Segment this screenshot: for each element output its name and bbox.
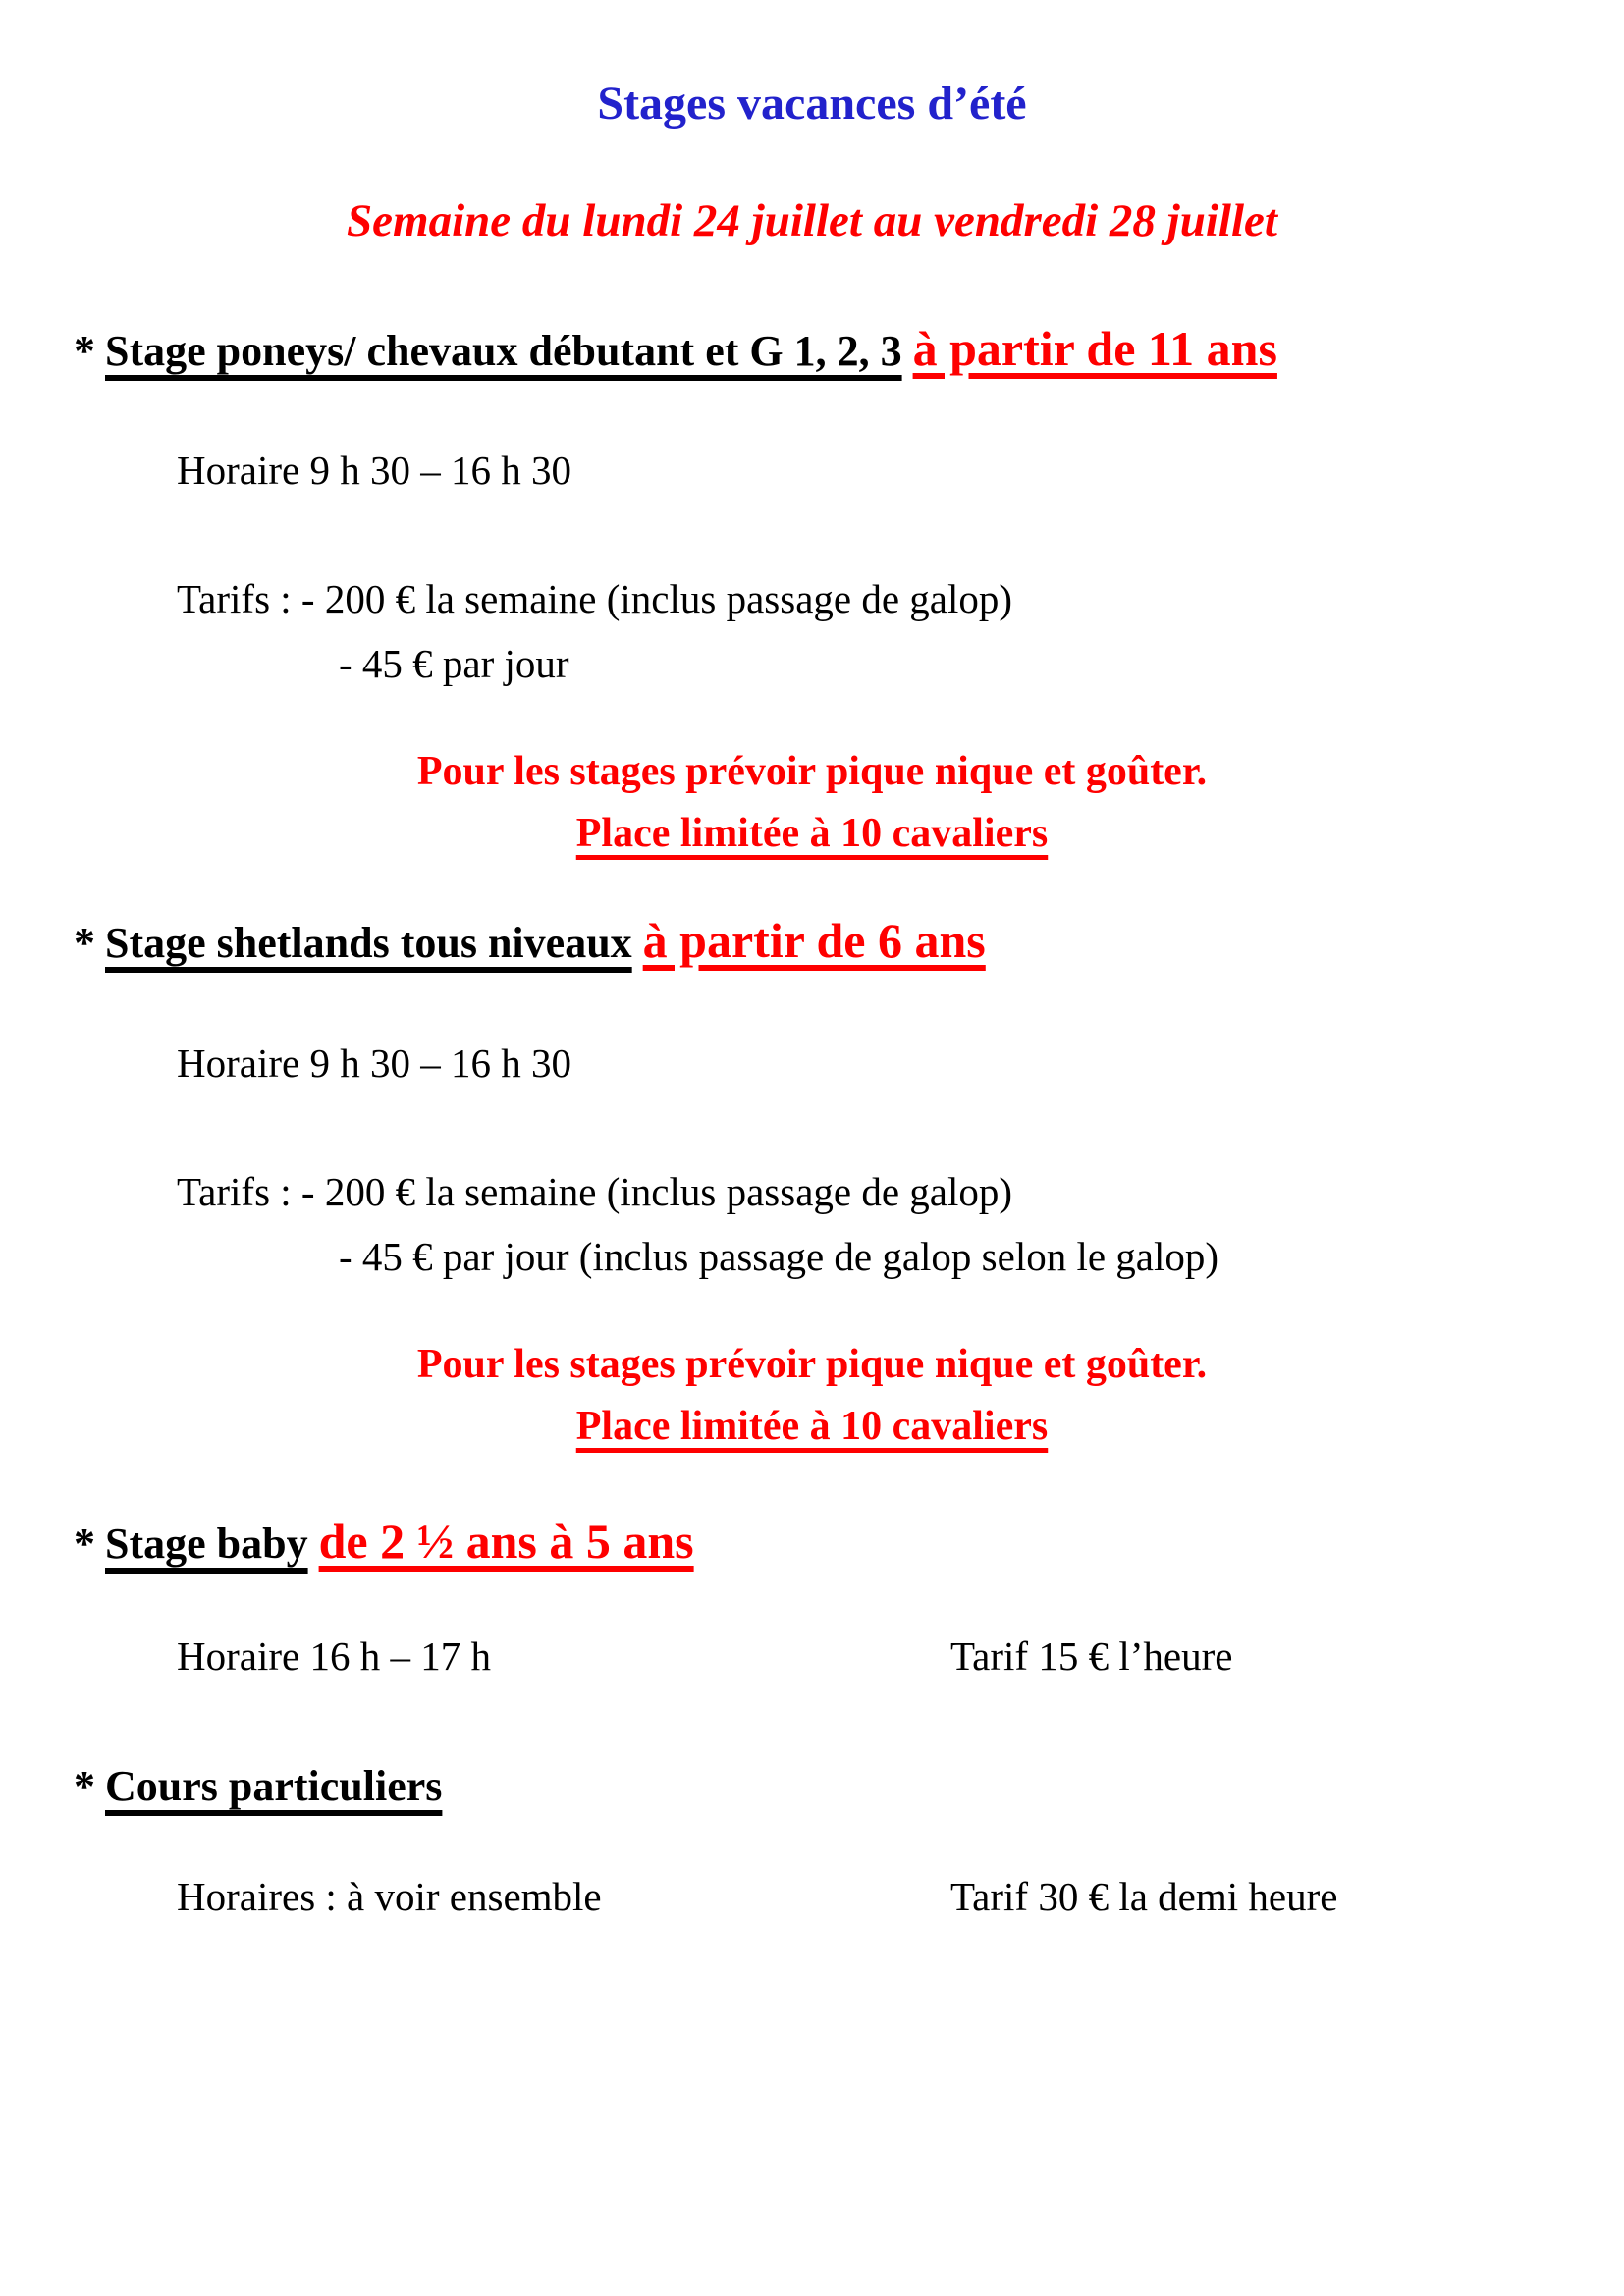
section-title-red: à partir de 11 ans xyxy=(912,320,1277,376)
section-heading xyxy=(74,1759,1624,1813)
section-title-red: de 2 ½ ans à 5 ans xyxy=(318,1514,694,1570)
section-title-red: à partir de 6 ans xyxy=(642,913,986,969)
section-stage-baby xyxy=(0,1511,1624,1681)
horaire-line: Horaire 9 h 30 – 16 h 30 xyxy=(177,448,571,494)
bullet-asterisk: * xyxy=(74,1520,95,1569)
horaire-line: Horaires : à voir ensemble xyxy=(177,1873,602,1919)
section-heading xyxy=(74,910,1624,972)
notice-line-underlined: Place limitée à 10 cavaliers xyxy=(575,1404,1049,1450)
section-stage-poneys xyxy=(0,318,1624,866)
section-heading xyxy=(74,1511,1624,1573)
horaire-line: Horaire 16 h – 17 h xyxy=(177,1632,491,1679)
notice-line: Pour les stages prévoir pique nique et goûter. xyxy=(416,749,1208,795)
tarif-line: Tarif 15 € l’heure xyxy=(950,1632,1233,1679)
section-title-black: Stage poneys/ chevaux débutant et G 1, 2, 3 xyxy=(105,326,902,375)
notice-block xyxy=(0,741,1624,865)
section-stage-shetlands xyxy=(0,910,1624,1458)
notice-block xyxy=(0,1334,1624,1458)
section-heading xyxy=(74,318,1624,380)
tarif-line: Tarifs : - 200 € la semaine (inclus passage de galop) xyxy=(177,576,1013,622)
bullet-asterisk: * xyxy=(74,919,95,968)
document-title: Stages vacances d’été xyxy=(597,78,1027,130)
tarif-line: Tarif 30 € la demi heure xyxy=(950,1873,1338,1919)
horaire-tarif-row xyxy=(177,1874,1624,1921)
tarifs-block xyxy=(0,1159,1624,1289)
section-title-black: Stage shetlands tous niveaux xyxy=(105,919,632,968)
tarif-line: - 45 € par jour (inclus passage de galop selon le galop) xyxy=(339,1234,1219,1280)
tarif-line: Tarifs : - 200 € la semaine (inclus passage de galop) xyxy=(177,1169,1013,1215)
horaire-tarif-row xyxy=(177,1633,1624,1681)
tarifs-block xyxy=(0,566,1624,696)
document-subtitle: Semaine du lundi 24 juillet au vendredi 28 juillet xyxy=(347,195,1277,247)
tarif-line: - 45 € par jour xyxy=(339,641,569,687)
section-title-black: Stage baby xyxy=(105,1520,308,1569)
notice-line-underlined: Place limitée à 10 cavaliers xyxy=(575,811,1049,857)
horaire-line: Horaire 9 h 30 – 16 h 30 xyxy=(177,1040,571,1086)
bullet-asterisk: * xyxy=(74,1761,95,1810)
bullet-asterisk: * xyxy=(74,326,95,375)
section-title-black: Cours particuliers xyxy=(105,1761,443,1810)
section-cours-particuliers xyxy=(0,1759,1624,1921)
notice-line: Pour les stages prévoir pique nique et goûter. xyxy=(416,1342,1208,1388)
